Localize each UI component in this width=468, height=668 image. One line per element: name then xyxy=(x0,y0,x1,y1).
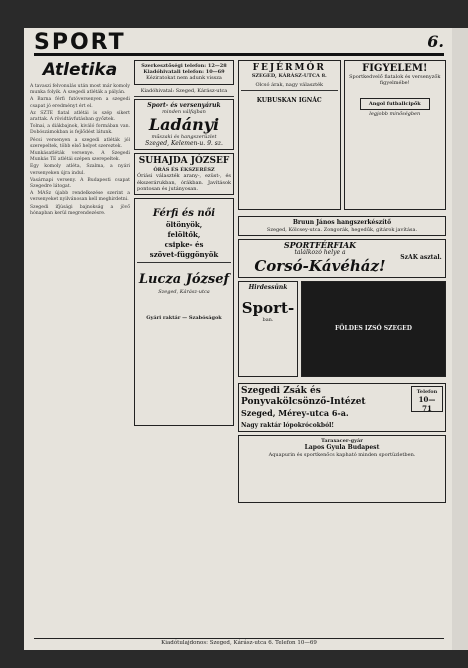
ladanyi-line2: minden válfajban xyxy=(162,109,206,116)
masthead xyxy=(34,30,444,56)
fejermor-ad xyxy=(238,60,341,210)
publisher-note: Kiadóhivatal: Szeged, Kárász-utca xyxy=(140,87,228,94)
atletika-article xyxy=(30,84,130,217)
atletika-column xyxy=(30,60,130,635)
zsak-note: Nagy raktár lópokrócokból! xyxy=(241,421,334,429)
top-ads-row xyxy=(238,60,446,213)
corso-name: Corsó-Kávéház! xyxy=(254,256,386,275)
ladanyi-name: Ladányi xyxy=(148,114,220,134)
phone-box xyxy=(134,60,234,85)
bruun-ad xyxy=(238,216,446,236)
divider xyxy=(241,90,338,91)
fejermor-note: Olcsó árak, nagy választék xyxy=(255,82,324,89)
corso-line1: SPORTFÉRFIAK xyxy=(283,239,357,250)
kubuskan-tag: KUBUSKAN IGNÁC xyxy=(256,97,322,105)
lucza-address: Szeged, Kárász-utca xyxy=(158,289,210,296)
zsak-phone: 10—71 xyxy=(418,394,436,413)
lucza-extra: Gyári raktár — Szabóságok xyxy=(146,315,222,322)
ladanyi-ad xyxy=(134,99,234,150)
article-paragraph: A tavaszi felvonulás után most már komoly munka folyik. A szegedi atléták a pályán. xyxy=(30,84,130,96)
hirdessunk-label: Hirdessünk xyxy=(248,283,288,291)
atletika-heading: Atletika xyxy=(42,60,118,80)
futballcipo-logo: Angol futballcipők xyxy=(360,98,430,110)
lucza-item: öltönyök, xyxy=(165,220,203,230)
taraxacer-ad xyxy=(238,435,446,503)
suhajda-text: Óriási választék arany-, ezüst-, és ékszerárukban, órákban. Javítások pontosan és jutányosan. xyxy=(137,173,231,192)
hirdessunk-paper: Sport- xyxy=(241,299,295,318)
article-paragraph: Tolnai, a diákbajnok, kiváló formában van. Dobószámokban is fejlődést látunk. xyxy=(30,124,130,136)
article-paragraph: A MASz újabb rendelkezése szerint a versenyeket nyilvánosan kell meghirdetni. xyxy=(30,191,130,203)
foldes-izso-title: FÖLDES IZSÓ SZEGED xyxy=(335,324,412,332)
lucza-name: Lucza József xyxy=(138,272,230,288)
phone-line: Kiadóhivatali telefon: 10—69 xyxy=(143,69,225,76)
zsak-phone-box xyxy=(411,386,443,412)
fejermor-address: SZEGED, KÁRÁSZ-UTCA 8. xyxy=(251,73,327,79)
lucza-item: felöltők, xyxy=(167,230,201,240)
phone-line: Szerkesztőségi telefon: 12—28 xyxy=(141,63,227,69)
figyelem-note: legjobb minőségben xyxy=(369,111,421,118)
lucza-item: szövet-függönyök xyxy=(149,250,219,260)
bruun-title: Bruun János hangszerkészítő xyxy=(292,219,392,226)
newspaper-page xyxy=(24,28,452,650)
suhajda-name: SUHAJDA JÓZSEF xyxy=(138,156,230,167)
figyelem-ad xyxy=(344,60,447,210)
figyelem-title: FIGYELEM! xyxy=(362,63,428,74)
ads-column-middle xyxy=(134,60,234,635)
zsak-address: Szeged, Mérey-utca 6-a. xyxy=(241,407,349,418)
lucza-title: Férfi és női xyxy=(152,208,216,220)
article-paragraph: Vasárnapi verseny. A Budapesti csapat Szegedre látogat. xyxy=(30,177,130,190)
article-paragraph: Szegedi ifjúsági bajnokság a jövő hónapban kerül megrendezésre. xyxy=(30,204,130,216)
article-paragraph: Pécsi versenyen a szegedi atléták jól szerepeltek, több első helyet szereztek. xyxy=(30,137,130,149)
taraxacer-title: Taraxacer-gyár xyxy=(321,438,363,445)
phone-line: Kéziratokat nem adunk vissza xyxy=(146,75,222,82)
fejermor-name: FEJÉRMÓR xyxy=(252,63,326,73)
zsak-main xyxy=(241,386,411,430)
suhajda-ad xyxy=(134,153,234,195)
lucza-item: csipke- és xyxy=(164,240,204,250)
page-number: 6. xyxy=(427,32,444,51)
article-paragraph: Az SZTE fiatal atlétái is szép sikert arattak. A rövidtávfutásban győztek. xyxy=(30,110,130,123)
zsak-ad xyxy=(238,383,446,433)
corso-main xyxy=(241,239,399,275)
ads-column-right xyxy=(238,60,446,635)
ladanyi-line1: Sport- és versenyáruk xyxy=(147,101,221,109)
article-paragraph: Egy komoly atléta, Szalma, a nyári versenyeken újra indul. xyxy=(30,164,130,176)
divider xyxy=(137,262,231,263)
taraxacer-text: Aquapurin és sportkenőcs kapható minden sportüzletben. xyxy=(268,451,416,458)
lucza-ad xyxy=(134,198,234,426)
corso-ad xyxy=(238,239,446,278)
masthead-title: SPORT xyxy=(34,30,126,55)
ladanyi-address: Szeged, Kelemen-u. 9. sz. xyxy=(145,139,223,147)
suhajda-line1: ÓRÁS ÉS ÉKSZERÉSZ xyxy=(153,167,215,174)
foldes-izso-ad xyxy=(301,281,446,377)
article-paragraph: Munkásatléták versenye. A Szegedi Munkás TE atlétái szépen szerepeltek. xyxy=(30,151,130,163)
adjacent-page-edge xyxy=(452,28,468,650)
taraxacer-name: Lapos Gyula Budapest xyxy=(304,444,380,452)
ladanyi-line3: műszaki és hangszerüzlet xyxy=(151,133,217,140)
middle-ads-row xyxy=(238,281,446,380)
article-paragraph: A Barna férfi futóversenyen a szegedi csapat jó eredményt ért el. xyxy=(30,97,130,109)
bruun-text: Szeged, Kölcsey-utca. Zongorák, hegedűk, gitárok javítása. xyxy=(266,226,418,233)
szak-asztal: SzAK asztal. xyxy=(400,254,442,262)
divider xyxy=(134,96,234,97)
page-footer: Kiadótulajdonos: Szeged, Kárász-utca 6. Telefon 10—69 xyxy=(34,638,444,646)
zsak-phone-label: Telefon xyxy=(416,388,438,395)
hirdessunk-tail: ban. xyxy=(262,317,274,324)
corso-line2: találkozó helye a xyxy=(294,249,346,257)
hirdessunk-ad xyxy=(238,281,298,377)
figyelem-text: Sportkedvelő fiatalok és versenyzők figyelmébe! xyxy=(349,74,441,87)
zsak-name: Szegedi Zsák és Ponyvakölcsönző-Intézet xyxy=(241,385,366,407)
